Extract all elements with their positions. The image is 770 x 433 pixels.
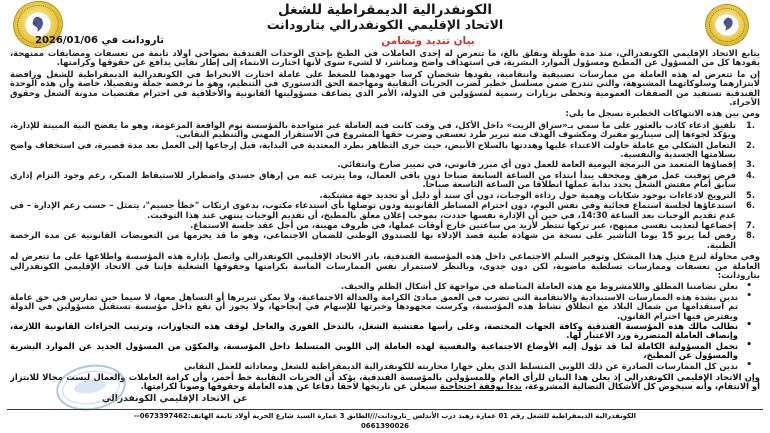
document-footer xyxy=(0,409,770,433)
closing-text: وإن الاتحاد الإقليمي الكونفدرالي إذ يعلن هذا البيان للرأي العام وللمسؤولين بالمؤسسة الفندقية، يؤكد أن الحريات النقابية خط أحمر، وأن كرامة العاملات والعمال ليست مجالا للابتزاز أو الانتقام، وأنه سيخوض كل الأشكال النضالية المشروعة، xyxy=(10,372,760,392)
signature-line: عن الاتحاد الإقليمي الكونفدرالي xyxy=(102,392,248,404)
position-item: • نعلن تضامننا المطلق واللامشروط مع هذه العاملة المناضلة في مواجهة كل أشكال الظلم والحيف. xyxy=(10,282,738,291)
violation-item: فرض توقيت عمل مرهق ومجحف يبدأ ابتداء من الساعة السابعة صباحا دون باقي العمال، وما يترتب عنه من إرهاق جسدي واضطرار للاستيقاظ المبكر، رغم وجود التزام إداري سابق أمام مفتش الشغل يحدد بداية عملها انطلاقا من الساعة التاسعة صباحا. xyxy=(10,169,736,190)
closing-paragraph xyxy=(10,373,760,392)
document-header xyxy=(0,0,770,32)
violation-item: التعامل الشكلي مع عاملة حاولت الاعتداء عليها وهددتها بالسلاح الأبيض، حيث جرى التظاهر بطرد المعتدية في البداية، قبل إرجاعها إلى العمل بعد مدة قصيرة، في استخفاف واضح بسلامتها الجسدية والنفسية. xyxy=(10,139,736,160)
statement-title: بيان تنديد وتضامن xyxy=(381,35,475,47)
organization-title: الكونفدرالية الديمقراطية للشغل xyxy=(278,2,492,18)
intro-paragraph-1: يتابع الاتحاد الإقليمي الكونفدرالي، منذ مدة طويلة وبقلق بالغ، ما تتعرض له إحدى العاملات في الطبخ بإحدى الوحدات الفندقية بضواحي أولاد تايمة من تعسفات ومضايقات ممنهجة، يقودها كل من المسؤول عن المطبخ ومسؤول الموارد البشرية، في استهداف واضح ومباشر، لا لشيء سوى لأنها اختارت الانتماء إلى إطار نقابي يدافع عن حقوقها وكرامتها. xyxy=(10,49,760,68)
position-item: • ندين كل الممارسات الصادرة عن ذلك اللوبي المتسلط الذي يعلن جهارا محاربته للكونفدرالية الديمقراطية للشغل ومعاداته للعمل النقابي xyxy=(10,362,738,371)
violation-item: رفض لما يربو 15 يوما التأشير على نسخة من شهادة طبية قصد الإدلاء بها للصندوق الوطني للضمان الاجتماعي، وهو ما قد يحرمها من التعويضات القانونية عن مدة الرخصة الطبية. xyxy=(10,230,736,250)
footer-contact-line-2: 0661390026 xyxy=(361,422,409,430)
meta-row xyxy=(0,35,770,48)
closing-text: سيعلن عن تاريخها لاحقا دفاعا عن هذه العاملة وحقوقها وصونا لكرامتها. xyxy=(140,381,440,392)
mediation-paragraph: وفي محاولة لنزع فتيل هذا المشكل وتوفير السلم الاجتماعي داخل هذه المؤسسة الفندقية، بادر الاتحاد الإقليمي الكونفدرالي واتصل بإدارة هذه المؤسسة واطلاعها على ما تتعرض له العاملة من تعسفات وممارسات تسلطية ماضوية، لكن دون جدوى، وبالنظر لاستمرار نفس الممارسات الماسة بكرامتها وحقوقها الشغلية فإننا في الاتحاد الإقليمي الكونفدرالي بتارودانت: xyxy=(10,251,760,280)
violation-item: إخضاعها لتعذيب نفسي ممنهج، عبر تركها تنتظر لأزيد من ساعتين خارج أوقات عملها، في ظروف مهينة، من أجل عقد جلسة الاستماع. xyxy=(190,219,736,230)
violation-item: استدعاؤها لجلسة استماع فجائية وفي نفس اليوم، دون احترام المساطر القانونية ودون توصلها بأي استدعاء مكتوب، بدعوى ارتكاب "خطأ جسيم"، يتمثل – حسب زعم الإدارة – في عدم تقديم الوجبات بعد الساعة 14:30، في حين أن الإدارة نفسها حددت، بموجب إعلان معلق بالمطبخ، أن تقديم الوجبات ينتهي عند هذا التوقيت. xyxy=(10,200,736,220)
position-item: • ندين بشدة هذه الممارسات الاستبدادية والانتقامية التي تضرب في العمق مبادئ الكرامة والعدالة الاجتماعية، ولا يمكن تبريرها أو التساهل معها، لا سيما حين تمارس في حق عاملة تم استقدامها من شمال البلاد مع انطلاق نشاط هذه المؤسسة، وكرست مجهودها وخبرتها للإسهام في إنجاحها، ولا يجوز أن تقع داخل مؤسسة تستقبل مسؤولين في الدولة ويفترض فيها احترام القانون. xyxy=(10,293,738,321)
footer-divider xyxy=(7,409,763,410)
footer-contact-line-1: الكونفدرالية الديمقراطية للشغل رقم 01 عمارة زهيد درب الأندلس _تارودانت///الطابق 3 عمارة السيد شارع الحرية أولاد تايمة الهاتف:0673397462-- xyxy=(134,412,636,420)
union-emblem-icon xyxy=(717,15,737,35)
position-item: • نطالب مالك هذه المؤسسة الفندقية وكافة الجهات المختصة، وعلى رأسها مفتشية الشغل، بالتدخل الفوري والعاجل لوقف هذه التجاوزات، وترتيب الجزاءات القانونية اللازمة، وإنصاف العاملة المتضررة ورد الاعتبار لها. xyxy=(10,322,738,341)
document-body xyxy=(10,49,760,408)
position-item: • نحمل المسؤولية الكاملة لما قد تؤول إليه الأوضاع الاجتماعية والنفسية لهذه العاملة إلى اللوبي المتسلط داخل المؤسسة، والمكوّن من المسؤول الجديد عن الموارد البشرية والمسؤول عن المطبخ، xyxy=(10,342,738,361)
violations-list xyxy=(10,121,760,250)
date-line: تارودانت في 2026/01/06 xyxy=(35,35,164,46)
violations-lead: ومن بين هذه الانتهاكات الخطيرة نسجل ما يلي: xyxy=(565,108,760,119)
closing-underlined-text: بدءا بوقفة احتجاجية xyxy=(439,381,522,392)
organization-subtitle: الاتحاد الإقليمي الكونفدرالي بتارودانت xyxy=(266,17,504,33)
violation-item: تلفيق ادعاء كاذب بالعثور على ما سمي بـ«سراق الزيت» داخل الأكل، في وقت كانت فيه العاملة غير متواجدة بالمؤسسة يوم الواقعة المزعومة، وهو ما يفضح النية المبيتة للإدارة، ويؤكد لجوءها إلى سيناريو مفبرك ومكشوف الهدف منه تبرير طرد تعسفي وضرب حقها المشروع في الاستقرار المهني والتنظيم النقابي. xyxy=(10,119,736,140)
violation-item: إقصاؤها المتعمد من البرمجة اليومية العامة للعمل دون أي مبرر قانوني، في تمييز صارخ وانتقائي. xyxy=(337,159,736,170)
positions-list xyxy=(10,282,760,371)
intro-paragraph-2: إن ما تتعرض له هذه العاملة من ممارسات تضييقية وانتقامية، يقودها شخصان كرسا جهودهما للضغط على عاملة اختارت الانخراط في الكونفدرالية الديمقراطية للشغل ورافضة لابتزازهما وسلوكاتهما المشبوهة، والتي تندرج ضمن مسلسل خطير لضرب الحريات النقابية ومهاجمة الحق الدستوري في التنظيم، وهو ما نرفضه جملة وتفصيلا، خاصة وأن هذه الوحدة الفندقية تستفيد من الصفقات العمومية وتحظى بزيارات رسمية لمسؤولين في الدولة، الأمر الذي يضاعف مسؤوليتها القانونية والأخلاقية في احترام مقتضيات مدونة الشغل وحقوق الأجراء. xyxy=(10,68,760,108)
violation-item: الترويج لادعاءات بوجود شكايات وهمية حول رداءة الوجبات، دون أي سند أو دليل أو تحديد جهة مشتكية. xyxy=(319,189,736,200)
